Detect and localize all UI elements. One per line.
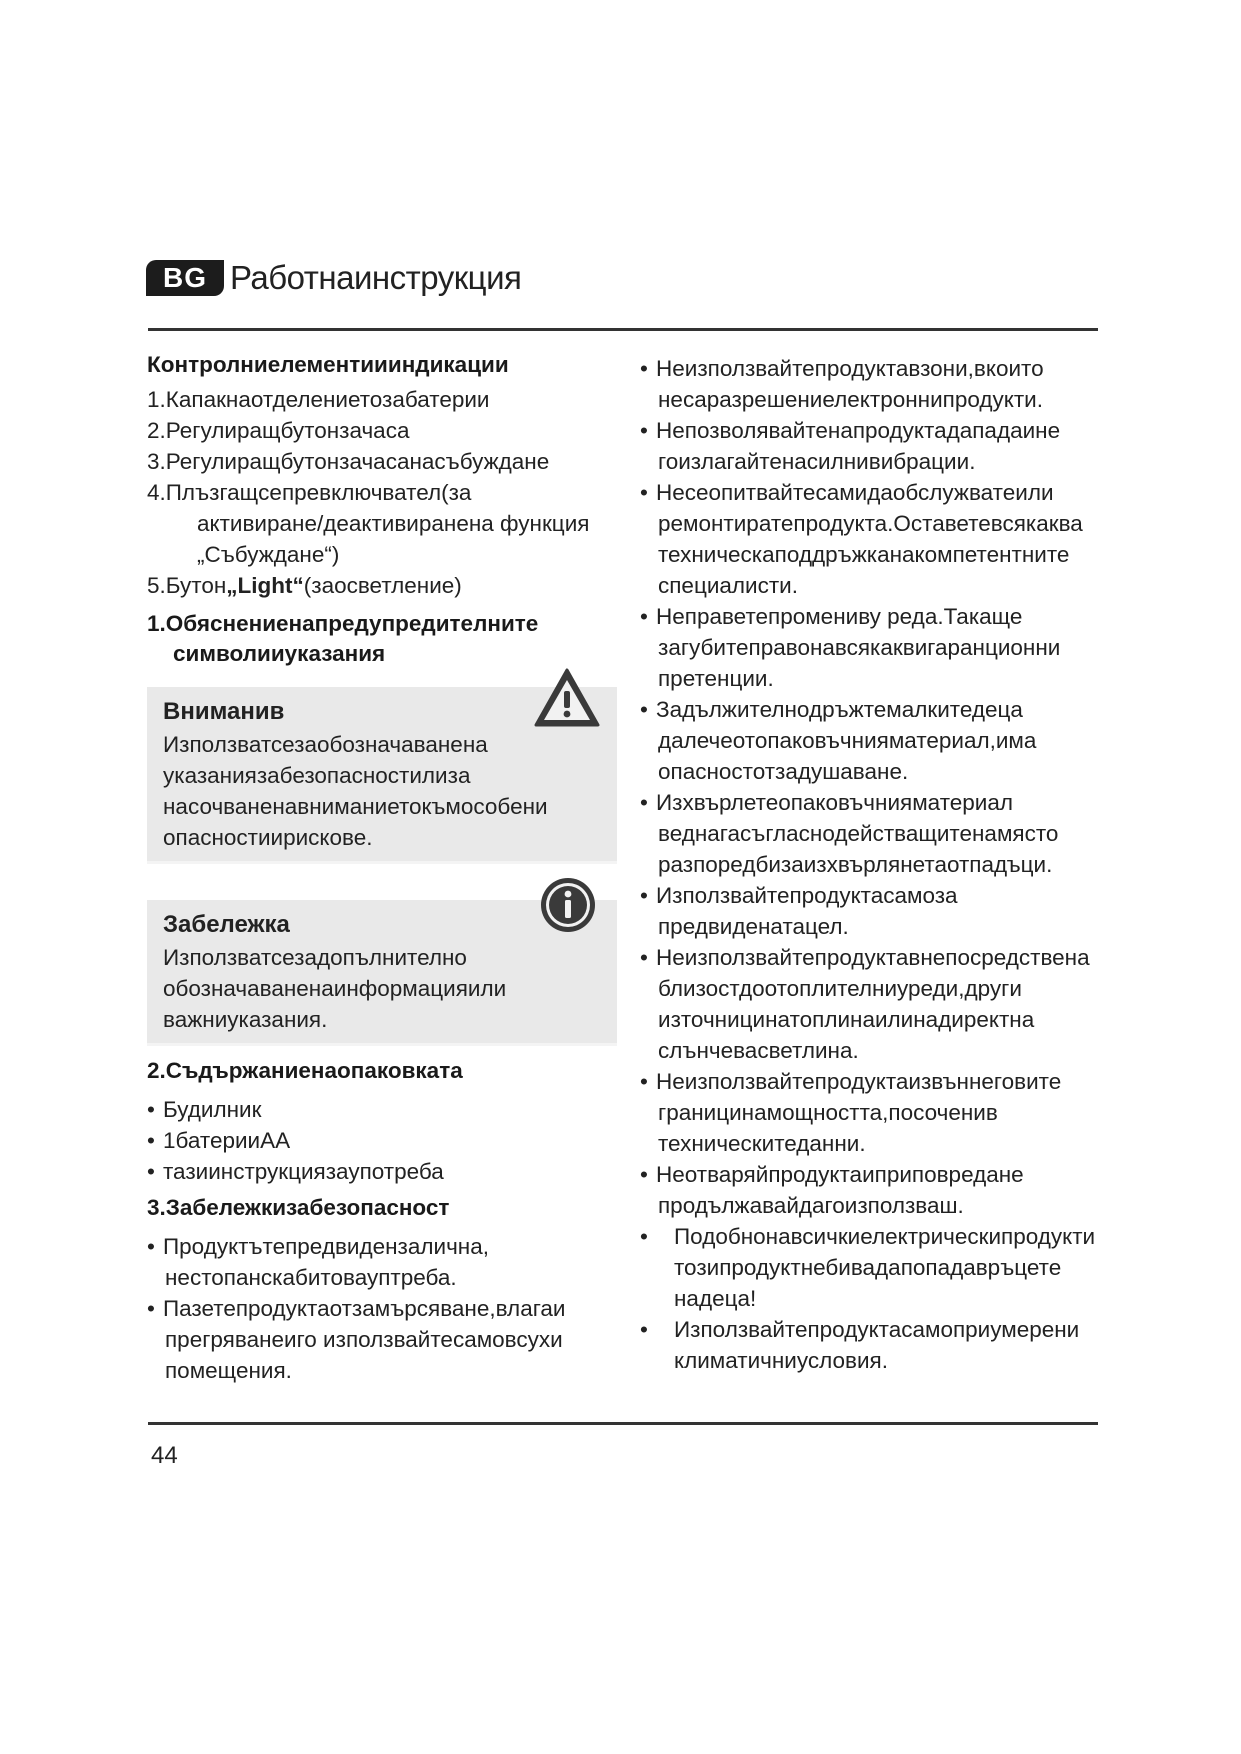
warning-title: Вниманив [163, 698, 285, 725]
list-item-continuation: специалисти. [658, 573, 798, 598]
list-item-continuation: несаразрешениелектроннипродукти. [658, 387, 1043, 412]
list-item: 2.Регулиращбутонзачаса [147, 418, 410, 443]
list-item-continuation [640, 1252, 1090, 1283]
right-column [640, 353, 1096, 1376]
box-line: обозначаваненаинформацияили [163, 976, 507, 1001]
list-item: 1.Капакнаотделениетозабатерии [147, 387, 490, 412]
bullet-marker: • [640, 1317, 648, 1342]
list-item-text: 5.Бутон [147, 573, 227, 598]
bullet-marker [640, 1252, 674, 1283]
list-item-text: Използвайтепродуктасамоприумерени [674, 1317, 1080, 1342]
list-item-continuation: слънчевасветлина. [658, 1038, 859, 1063]
list-item [640, 694, 1090, 725]
list-item: 3.Регулиращбутонзачасанасъбуждане [147, 449, 550, 474]
list-item-continuation: активиране/деактивиранена функция [197, 511, 590, 536]
list-item-continuation: ремонтиратепродукта.Оставетевсякаква [658, 511, 1083, 536]
list-item-continuation: нестопанскабитовауптреба. [165, 1265, 457, 1290]
list-item: • Будилник [147, 1097, 262, 1122]
left-column [147, 350, 617, 1386]
list-item [640, 942, 1090, 973]
list-item [640, 415, 1090, 446]
bullet-marker: • [640, 418, 648, 443]
section2 [147, 1056, 617, 1187]
box-line: указаниязабезопасностилиза [163, 763, 471, 788]
section3 [147, 1193, 617, 1386]
light-button-label: „Light“ [226, 573, 304, 598]
list-item [640, 1159, 1090, 1190]
list-item-continuation: техническаподдръжканакомпетентните [658, 542, 1070, 567]
list-item-text: Неизползвайтепродуктавнепосредствена [656, 945, 1090, 970]
list-item-text: Задължителнодръжтемалкитедеца [656, 697, 1023, 722]
list-item-text: Неизползвайтепродуктаизвъннеговите [656, 1069, 1062, 1094]
bullet-marker [640, 1345, 674, 1376]
bullet-marker: • [640, 883, 648, 908]
bullet-marker: • [640, 697, 648, 722]
note-title: Забележка [163, 911, 290, 938]
list-item-text: тозипродуктнебивадапопадавръцете [674, 1255, 1062, 1280]
box-line: опасностиирискове. [163, 825, 373, 850]
list-item [640, 1221, 1096, 1252]
list-item-continuation: гоизлагайтенасилнивибрации. [658, 449, 976, 474]
bullet-marker: • [640, 356, 648, 381]
list-item [640, 1314, 1090, 1345]
list-item [640, 1066, 1090, 1097]
warning-box [147, 687, 617, 864]
info-circle-icon [539, 876, 597, 934]
list-item [640, 601, 1090, 632]
list-item-continuation: предвиденатацел. [658, 914, 849, 939]
bullet-marker: • [640, 1162, 648, 1187]
box-line: важниуказания. [163, 1007, 328, 1032]
list-item-text: Изхвърлетеопаковъчнияматериал [656, 790, 1013, 815]
bullet-marker: • [640, 1224, 648, 1249]
list-item-text: Неизползвайтепродуктавзони,вкоито [656, 356, 1044, 381]
list-item-continuation: разпоредбизаизхвърлянетаотпадъци. [658, 852, 1053, 877]
bullet-marker [640, 1283, 674, 1314]
list-item-continuation: опасностотзадушаване. [658, 759, 909, 784]
top-divider [148, 328, 1098, 331]
box-line: насочваненавниманиетокъмособени [163, 794, 548, 819]
bullet-marker: • [640, 790, 648, 815]
list-item [147, 570, 617, 601]
list-item-text: Непозволявайтенапродуктадападаине [656, 418, 1061, 443]
list-item-continuation: източницинатоплинаилинадиректна [658, 1007, 1035, 1032]
bullet-marker: • [640, 480, 648, 505]
list-item-continuation: прегряванеиго използвайтесамовсухи [165, 1327, 563, 1352]
list-item-continuation: претенции. [658, 666, 774, 691]
list-item-text: Подобнонавсичкиелектрическипродукти [674, 1224, 1096, 1249]
list-item: • 1батерииAA [147, 1128, 291, 1153]
page-number: 44 [151, 1442, 178, 1469]
list-item-continuation: далечеотопаковъчнияматериал,има [658, 728, 1037, 753]
box-line: Използватсезаобозначаванена [163, 732, 488, 757]
list-item: • Продуктътепредвидензалична, [147, 1234, 489, 1259]
list-item [640, 477, 1090, 508]
page-header [146, 258, 521, 298]
list-item-continuation: загубитеправонавсякаквигаранционни [658, 635, 1061, 660]
list-item [640, 353, 1090, 384]
controls-heading: Контролниелементиииндикации [147, 352, 509, 377]
list-item-text: Неотваряйпродуктаиприповредане [656, 1162, 1024, 1187]
list-item: • Пазетепродуктаотзамърсяване,влагаи [147, 1296, 566, 1321]
list-item [640, 787, 1090, 818]
safety-tab-bullets [640, 1221, 1096, 1376]
bullet-marker: • [640, 945, 648, 970]
list-item-continuation: веднагасъгласнодействащитенамясто [658, 821, 1059, 846]
list-item: • тазиинструкциязаупотреба [147, 1159, 444, 1184]
list-item [640, 880, 1090, 911]
document-title: Работнаинструкция [230, 259, 522, 296]
list-item-continuation [640, 1345, 1090, 1376]
list-item-continuation: близостдоотоплителниуреди,други [658, 976, 1022, 1001]
list-item: 4.Плъзгащсепревключвател(за [147, 480, 472, 505]
list-item-continuation [640, 1283, 1090, 1314]
bullet-marker: • [640, 1069, 648, 1094]
list-item-text: Използвайтепродуктасамоза [656, 883, 958, 908]
language-badge: BG [146, 260, 224, 296]
section3-heading: 3.Забележкизабезопасност [147, 1195, 450, 1220]
safety-bullets [640, 353, 1090, 1221]
section1-heading: 1.Обяснениенапредупредителните [147, 611, 539, 636]
list-item-text: (заосветление) [303, 573, 462, 598]
controls-list [147, 384, 617, 601]
warning-triangle-icon [533, 667, 601, 729]
bullet-marker: • [640, 604, 648, 629]
box-line: Използватсезадопълнително [163, 945, 467, 970]
section1-heading-continuation: символииуказания [173, 641, 386, 666]
bottom-divider [148, 1422, 1098, 1425]
list-item-text: климатичниусловия. [674, 1348, 888, 1373]
list-item-continuation: границинамощността,посоченив [658, 1100, 998, 1125]
list-item-text: Несеопитвайтесамидаобслужватеили [656, 480, 1054, 505]
note-box [147, 900, 617, 1046]
list-item-continuation: продължавайдагоизползваш. [658, 1193, 964, 1218]
list-item-text: надеца! [674, 1286, 757, 1311]
list-item-continuation: техническитеданни. [658, 1131, 866, 1156]
list-item-continuation: помещения. [165, 1358, 292, 1383]
section2-heading: 2.Съдържаниенаопаковката [147, 1058, 463, 1083]
list-item-continuation: „Събуждане“) [197, 542, 340, 567]
list-item-text: Неправетепромениву реда.Такаще [656, 604, 1023, 629]
section1 [147, 609, 617, 669]
